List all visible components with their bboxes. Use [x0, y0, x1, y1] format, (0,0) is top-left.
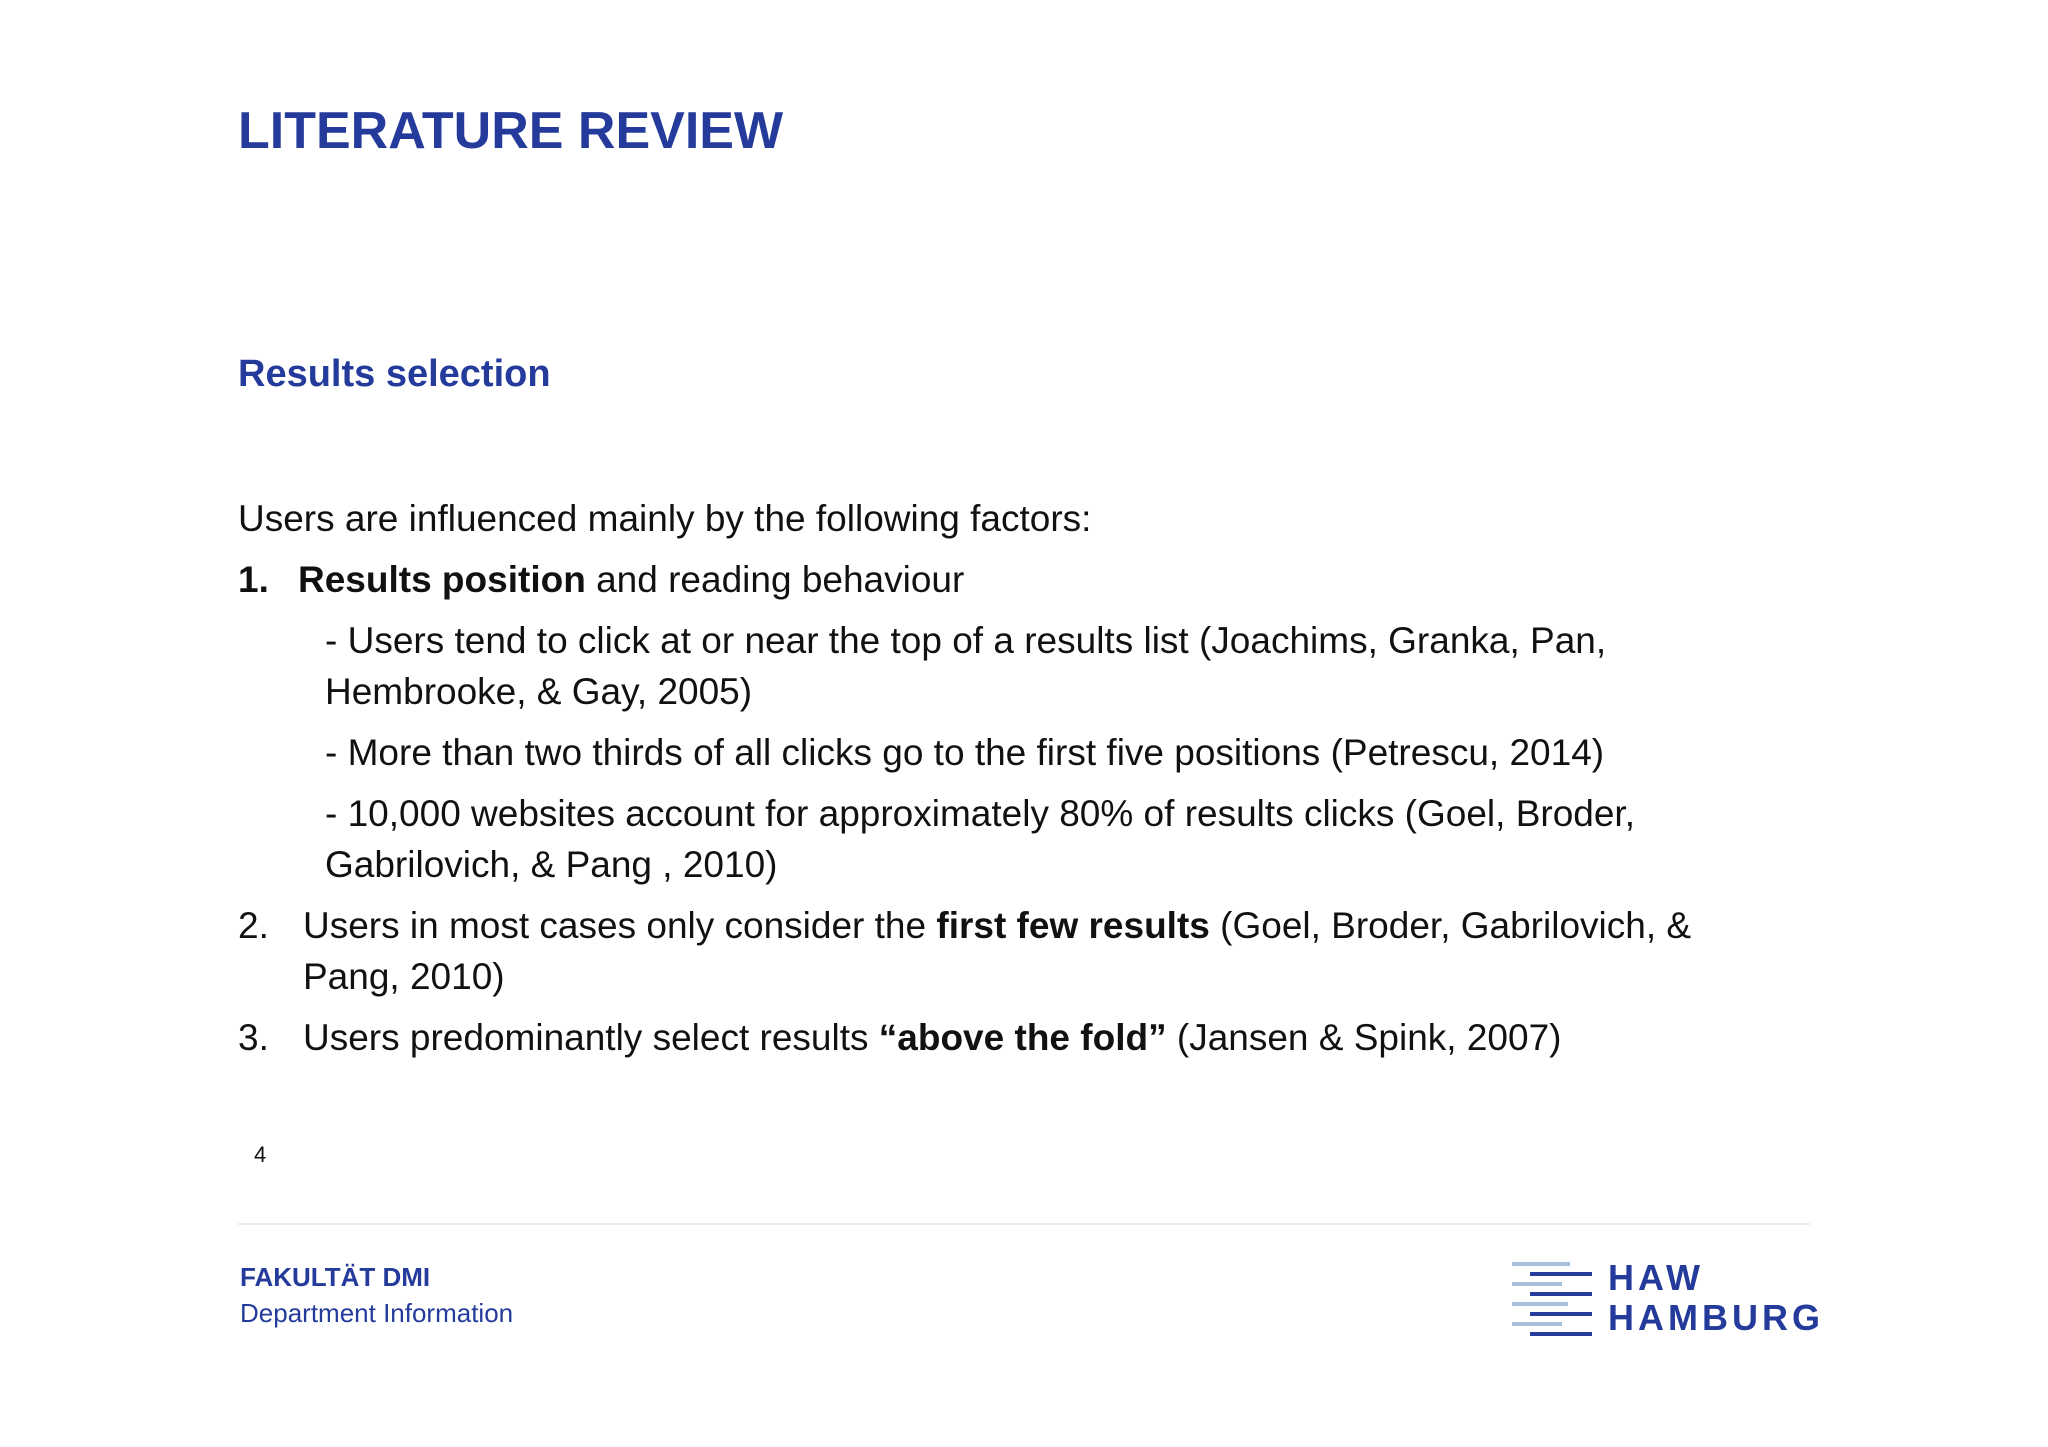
- sub-bullet-line: - Users tend to click at or near the top of a results list (Joachims, Granka, Pan,: [325, 620, 1607, 661]
- list-number: 2.: [238, 905, 269, 946]
- sub-bullet-line: Gabrilovich, & Pang , 2010): [325, 844, 778, 885]
- emphasis-text: “above the fold”: [878, 1017, 1167, 1058]
- plain-text: Users predominantly select results: [303, 1017, 879, 1058]
- list-item-text: [303, 900, 1691, 1002]
- list-item-1: [238, 554, 1818, 605]
- page-number: 4: [254, 1142, 267, 1167]
- logo-stripes-icon: [1512, 1258, 1592, 1338]
- list-item-2: [238, 900, 1818, 1002]
- section-subtitle: Results selection: [238, 353, 551, 395]
- sub-bullet-line: - 10,000 websites account for approximately 80% of results clicks (Goel, Broder,: [325, 793, 1635, 834]
- list-number: 1.: [238, 559, 269, 600]
- sub-bullet-3: [238, 788, 1818, 890]
- intro-text: Users are influenced mainly by the following factors:: [238, 498, 1092, 539]
- logo-text-hamburg: HAMBURG: [1608, 1297, 1824, 1338]
- list-item-3: [238, 1012, 1818, 1063]
- logo-text-haw: HAW: [1608, 1257, 1704, 1298]
- slide-title: LITERATURE REVIEW: [238, 102, 784, 160]
- footer-divider: [238, 1223, 1810, 1225]
- list-item-text: [298, 554, 964, 605]
- list-number: 3.: [238, 1017, 269, 1058]
- sub-bullet-2: [238, 727, 1818, 778]
- slide-body: [238, 493, 1818, 1073]
- list-item-continuation: Pang, 2010): [303, 956, 505, 997]
- plain-text: Users in most cases only consider the: [303, 905, 937, 946]
- emphasis-text: first few results: [936, 905, 1210, 946]
- plain-text: (Goel, Broder, Gabrilovich, &: [1209, 905, 1692, 946]
- emphasis-text: Results position: [298, 559, 586, 600]
- sub-bullet-1: [238, 615, 1818, 717]
- sub-bullet-line: Hembrooke, & Gay, 2005): [325, 671, 753, 712]
- faculty-label: FAKULTÄT DMI: [240, 1262, 431, 1292]
- sub-bullet-line: - More than two thirds of all clicks go to the first five positions (Petrescu, 2014): [325, 732, 1605, 773]
- plain-text: and reading behaviour: [585, 559, 965, 600]
- list-item-text: [303, 1012, 1562, 1063]
- haw-hamburg-logo: [1512, 1257, 1824, 1338]
- department-label: Department Information: [240, 1298, 514, 1328]
- plain-text: (Jansen & Spink, 2007): [1166, 1017, 1562, 1058]
